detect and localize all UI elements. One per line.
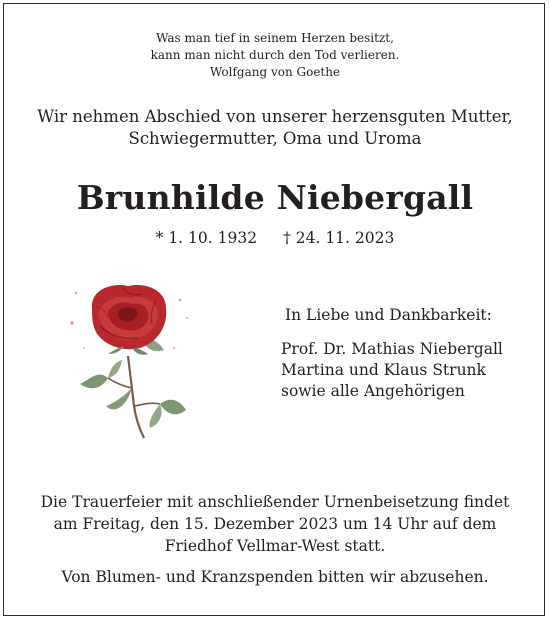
quote-line-2: kann man nicht durch den Tod verlieren.	[150, 48, 400, 62]
quote-line-1: Was man tief in seinem Herzen besitzt,	[156, 31, 394, 45]
mourners-heading: In Liebe und Dankbarkeit:	[285, 306, 492, 324]
flowers-note: Von Blumen- und Kranzspenden bitten wir abzusehen.	[61, 568, 489, 586]
ceremony-line-1: Die Trauerfeier mit anschließender Urnenbeisetzung findet	[40, 493, 510, 511]
farewell-intro	[0, 106, 550, 150]
mourners-list	[281, 339, 503, 402]
birth-date: * 1. 10. 1932	[155, 229, 258, 247]
funeral-details	[0, 491, 550, 557]
intro-line-1: Wir nehmen Abschied von unserer herzensguten Mutter,	[37, 107, 513, 126]
intro-line-2: Schwiegermutter, Oma und Uroma	[128, 129, 422, 148]
quote-author: Wolfgang von Goethe	[209, 65, 341, 79]
death-date: † 24. 11. 2023	[283, 229, 395, 247]
mourner-name: Martina und Klaus Strunk	[281, 361, 486, 379]
deceased-name: Brunhilde Niebergall	[76, 178, 474, 217]
mourner-name: Prof. Dr. Mathias Niebergall	[281, 340, 503, 358]
ceremony-line-2: am Freitag, den 15. Dezember 2023 um 14 Uhr auf dem	[53, 515, 497, 533]
life-dates	[0, 228, 550, 248]
rose-icon	[62, 278, 194, 446]
ceremony-line-3: Friedhof Vellmar-West statt.	[164, 537, 386, 555]
mourner-name: sowie alle Angehörigen	[281, 382, 465, 400]
goethe-quote	[0, 30, 550, 81]
